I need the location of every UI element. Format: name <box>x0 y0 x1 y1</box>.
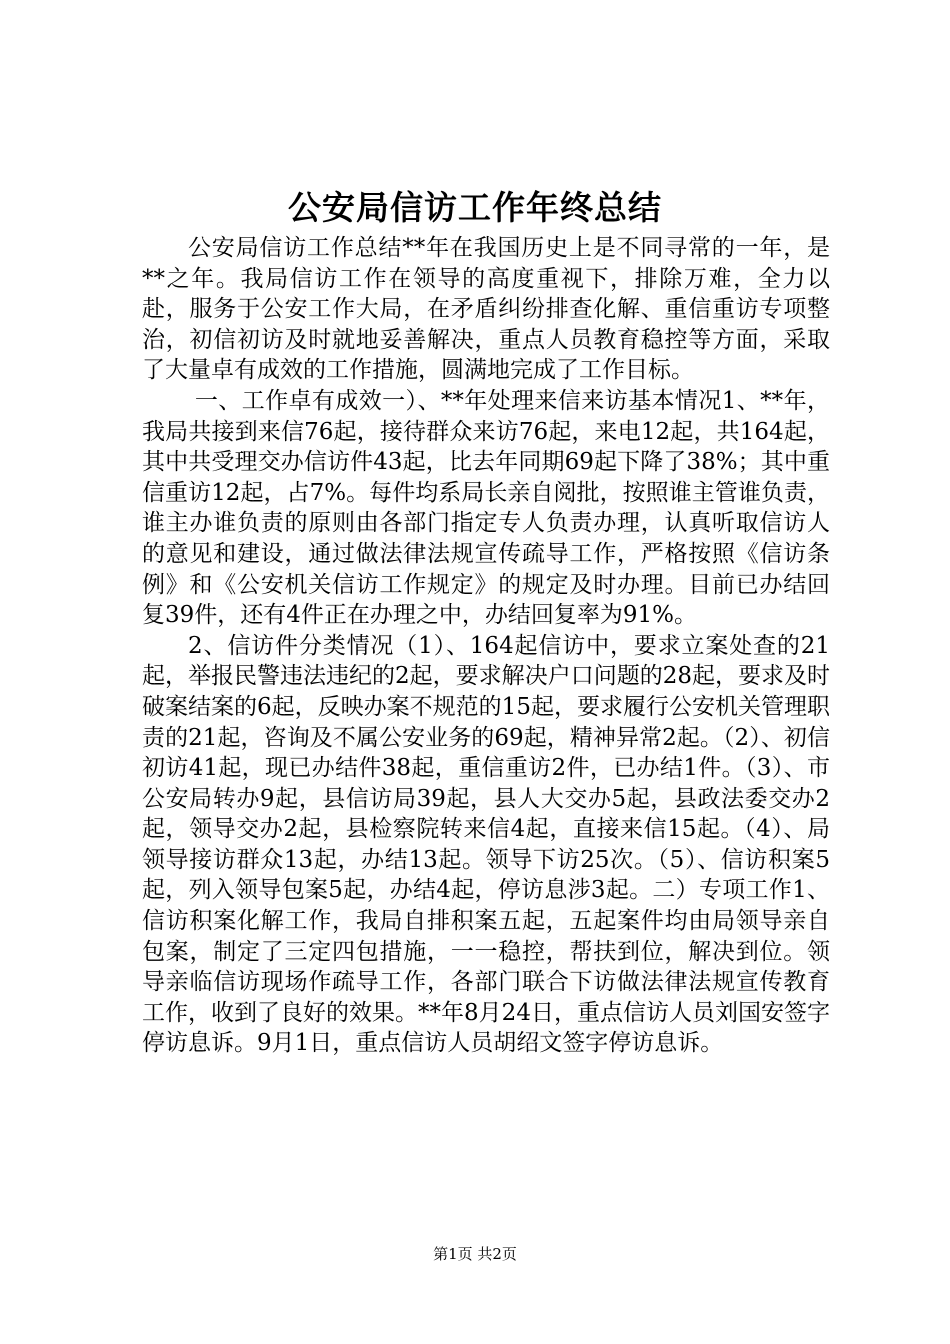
paragraph-classification: 2、信访件分类情况（1）、164起信访中，要求立案处查的21起，举报民警违法违纪的2起，要求解决户口问题的28起，要求及时破案结案的6起，反映办案不规范的15起，要求履行公安机关管理职责的21起，咨询及不属公安业务的69起，精神异常2起。（2）、初信初访41起，现已办结件38起，重信重访2件，已办结1件。（3）、市公安局转办9起，县信访局39起，县人大交办5起，县政法委交办2起，领导交办2起，县检察院转来信4起，直接来信15起。（4）、局领导接访群众13起，办结13起。领导下访25次。（5）、信访积案5起，列入领导包案5起，办结4起，停访息涉3起。二）专项工作1、信访积案化解工作，我局自排积案五起，五起案件均由局领导亲自包案，制定了三定四包措施，一一稳控，帮扶到位，解决到位。领导亲临信访现场作疏导工作，各部门联合下访做法律法规宣传教育工作，收到了良好的效果。**年8月24日，重点信访人员刘国安签字停访息诉。9月1日，重点信访人员胡绍文签字停访息诉。 <box>142 632 830 1057</box>
document-title: 公安局信访工作年终总结 <box>288 188 662 227</box>
paragraph-work-results: 一、工作卓有成效一）、**年处理来信来访基本情况1、**年，我局共接到来信76起，接待群众来访76起，来电12起，共164起，其中共受理交办信访件43起，比去年同期69起下降了38%；其中重信重访12起，占7%。每件均系局长亲自阅批，按照谁主管谁负责，谁主办谁负责的原则由各部门指定专人负责办理，认真听取信访人的意见和建设，通过做法律法规宣传疏导工作，严格按照《信访条例》和《公安机关信访工作规定》的规定及时办理。目前已办结回复39件，还有4件正在办理之中，办结回复率为91%。 <box>142 387 830 629</box>
paragraph-intro: 公安局信访工作总结**年在我国历史上是不同寻常的一年，是**之年。我局信访工作在领导的高度重视下，排除万难，全力以赴，服务于公安工作大局，在矛盾纠纷排查化解、重信重访专项整治，初信初访及时就地妥善解决，重点人员教育稳控等方面，采取了大量卓有成效的工作措施，圆满地完成了工作目标。 <box>142 235 830 384</box>
document-body <box>142 233 830 1059</box>
page-number-footer: 第1页 共2页 <box>433 1245 517 1263</box>
